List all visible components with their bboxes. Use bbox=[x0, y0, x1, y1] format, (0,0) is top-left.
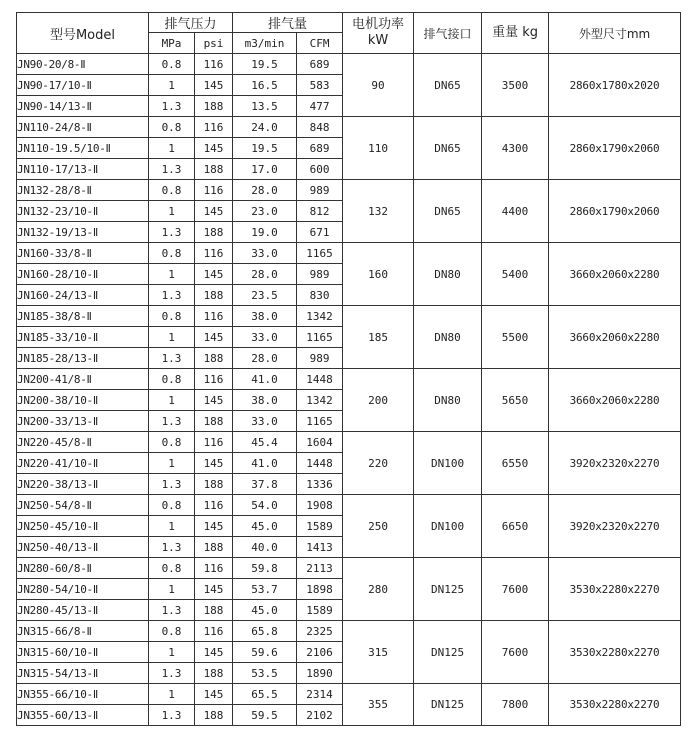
flow-m3-cell: 19.5 bbox=[233, 54, 297, 75]
flow-cfm-cell: 671 bbox=[297, 222, 343, 243]
flow-m3-cell: 23.5 bbox=[233, 285, 297, 306]
outlet-cell: DN100 bbox=[414, 432, 482, 495]
model-cell: JN185-38/8-Ⅱ bbox=[17, 306, 149, 327]
pressure-mpa-cell: 1.3 bbox=[149, 222, 195, 243]
model-cell: JN355-60/13-Ⅱ bbox=[17, 705, 149, 726]
pressure-psi-cell: 145 bbox=[195, 642, 233, 663]
pressure-mpa-cell: 1 bbox=[149, 516, 195, 537]
table-row bbox=[17, 306, 681, 327]
flow-m3-cell: 23.0 bbox=[233, 201, 297, 222]
header-power: 电机功率 kW bbox=[343, 13, 414, 54]
pressure-mpa-cell: 0.8 bbox=[149, 306, 195, 327]
table-row bbox=[17, 369, 681, 390]
flow-m3-cell: 19.0 bbox=[233, 222, 297, 243]
model-cell: JN185-33/10-Ⅱ bbox=[17, 327, 149, 348]
motor-power-cell: 185 bbox=[343, 306, 414, 369]
pressure-mpa-cell: 1 bbox=[149, 390, 195, 411]
flow-m3-cell: 65.5 bbox=[233, 684, 297, 705]
pressure-psi-cell: 145 bbox=[195, 201, 233, 222]
flow-cfm-cell: 1342 bbox=[297, 390, 343, 411]
motor-power-cell: 160 bbox=[343, 243, 414, 306]
flow-cfm-cell: 989 bbox=[297, 180, 343, 201]
dimensions-cell: 3660x2060x2280 bbox=[549, 243, 681, 306]
flow-m3-cell: 59.6 bbox=[233, 642, 297, 663]
pressure-psi-cell: 188 bbox=[195, 159, 233, 180]
dimensions-cell: 3660x2060x2280 bbox=[549, 306, 681, 369]
pressure-psi-cell: 188 bbox=[195, 474, 233, 495]
model-cell: JN200-38/10-Ⅱ bbox=[17, 390, 149, 411]
flow-m3-cell: 33.0 bbox=[233, 243, 297, 264]
flow-cfm-cell: 1898 bbox=[297, 579, 343, 600]
model-cell: JN280-54/10-Ⅱ bbox=[17, 579, 149, 600]
weight-cell: 4300 bbox=[482, 117, 549, 180]
pressure-psi-cell: 145 bbox=[195, 390, 233, 411]
model-cell: JN355-66/10-Ⅱ bbox=[17, 684, 149, 705]
dimensions-cell: 3530x2280x2270 bbox=[549, 621, 681, 684]
pressure-psi-cell: 116 bbox=[195, 54, 233, 75]
flow-cfm-cell: 1448 bbox=[297, 369, 343, 390]
outlet-cell: DN100 bbox=[414, 495, 482, 558]
model-cell: JN132-19/13-Ⅱ bbox=[17, 222, 149, 243]
pressure-mpa-cell: 1.3 bbox=[149, 96, 195, 117]
flow-m3-cell: 45.0 bbox=[233, 516, 297, 537]
model-cell: JN90-20/8-Ⅱ bbox=[17, 54, 149, 75]
outlet-cell: DN65 bbox=[414, 54, 482, 117]
weight-cell: 5650 bbox=[482, 369, 549, 432]
pressure-mpa-cell: 0.8 bbox=[149, 432, 195, 453]
flow-cfm-cell: 689 bbox=[297, 138, 343, 159]
header-outlet: 排气接口 bbox=[414, 13, 482, 54]
outlet-cell: DN65 bbox=[414, 180, 482, 243]
flow-cfm-cell: 583 bbox=[297, 75, 343, 96]
pressure-psi-cell: 116 bbox=[195, 621, 233, 642]
outlet-cell: DN80 bbox=[414, 369, 482, 432]
outlet-cell: DN125 bbox=[414, 621, 482, 684]
motor-power-cell: 355 bbox=[343, 684, 414, 726]
pressure-mpa-cell: 1 bbox=[149, 453, 195, 474]
model-cell: JN185-28/13-Ⅱ bbox=[17, 348, 149, 369]
header-unit-m3: m3/min bbox=[233, 33, 297, 54]
pressure-psi-cell: 188 bbox=[195, 285, 233, 306]
outlet-cell: DN65 bbox=[414, 117, 482, 180]
pressure-psi-cell: 188 bbox=[195, 663, 233, 684]
flow-m3-cell: 41.0 bbox=[233, 453, 297, 474]
flow-cfm-cell: 989 bbox=[297, 264, 343, 285]
header-unit-cfm: CFM bbox=[297, 33, 343, 54]
dimensions-cell: 2860x1790x2060 bbox=[549, 117, 681, 180]
pressure-mpa-cell: 1 bbox=[149, 201, 195, 222]
flow-cfm-cell: 2113 bbox=[297, 558, 343, 579]
flow-cfm-cell: 1908 bbox=[297, 495, 343, 516]
motor-power-cell: 110 bbox=[343, 117, 414, 180]
weight-cell: 6650 bbox=[482, 495, 549, 558]
dimensions-cell: 2860x1790x2060 bbox=[549, 180, 681, 243]
model-cell: JN250-54/8-Ⅱ bbox=[17, 495, 149, 516]
motor-power-cell: 200 bbox=[343, 369, 414, 432]
model-cell: JN200-33/13-Ⅱ bbox=[17, 411, 149, 432]
dimensions-cell: 3920x2320x2270 bbox=[549, 495, 681, 558]
pressure-mpa-cell: 1 bbox=[149, 579, 195, 600]
dimensions-cell: 2860x1780x2020 bbox=[549, 54, 681, 117]
pressure-mpa-cell: 0.8 bbox=[149, 117, 195, 138]
model-cell: JN160-33/8-Ⅱ bbox=[17, 243, 149, 264]
model-cell: JN160-24/13-Ⅱ bbox=[17, 285, 149, 306]
outlet-cell: DN125 bbox=[414, 558, 482, 621]
pressure-psi-cell: 188 bbox=[195, 411, 233, 432]
flow-cfm-cell: 477 bbox=[297, 96, 343, 117]
motor-power-cell: 250 bbox=[343, 495, 414, 558]
flow-m3-cell: 28.0 bbox=[233, 264, 297, 285]
weight-cell: 5500 bbox=[482, 306, 549, 369]
pressure-mpa-cell: 1 bbox=[149, 138, 195, 159]
flow-cfm-cell: 1165 bbox=[297, 327, 343, 348]
model-cell: JN90-17/10-Ⅱ bbox=[17, 75, 149, 96]
pressure-psi-cell: 188 bbox=[195, 537, 233, 558]
flow-cfm-cell: 1336 bbox=[297, 474, 343, 495]
model-cell: JN110-17/13-Ⅱ bbox=[17, 159, 149, 180]
pressure-mpa-cell: 1 bbox=[149, 327, 195, 348]
pressure-psi-cell: 188 bbox=[195, 348, 233, 369]
header-weight: 重量 kg bbox=[482, 13, 549, 54]
flow-m3-cell: 59.8 bbox=[233, 558, 297, 579]
weight-cell: 5400 bbox=[482, 243, 549, 306]
pressure-psi-cell: 145 bbox=[195, 684, 233, 705]
table-row bbox=[17, 558, 681, 579]
flow-cfm-cell: 2106 bbox=[297, 642, 343, 663]
weight-cell: 7800 bbox=[482, 684, 549, 726]
pressure-psi-cell: 116 bbox=[195, 243, 233, 264]
header-model: 型号Model bbox=[17, 13, 149, 54]
outlet-cell: DN80 bbox=[414, 243, 482, 306]
pressure-mpa-cell: 0.8 bbox=[149, 621, 195, 642]
pressure-psi-cell: 145 bbox=[195, 453, 233, 474]
flow-m3-cell: 45.0 bbox=[233, 600, 297, 621]
pressure-psi-cell: 116 bbox=[195, 558, 233, 579]
model-cell: JN315-66/8-Ⅱ bbox=[17, 621, 149, 642]
motor-power-cell: 315 bbox=[343, 621, 414, 684]
flow-cfm-cell: 2314 bbox=[297, 684, 343, 705]
flow-cfm-cell: 1589 bbox=[297, 516, 343, 537]
flow-cfm-cell: 1413 bbox=[297, 537, 343, 558]
flow-m3-cell: 28.0 bbox=[233, 348, 297, 369]
flow-m3-cell: 19.5 bbox=[233, 138, 297, 159]
flow-m3-cell: 33.0 bbox=[233, 411, 297, 432]
pressure-mpa-cell: 1.3 bbox=[149, 705, 195, 726]
flow-m3-cell: 65.8 bbox=[233, 621, 297, 642]
flow-cfm-cell: 689 bbox=[297, 54, 343, 75]
motor-power-cell: 280 bbox=[343, 558, 414, 621]
dimensions-cell: 3530x2280x2270 bbox=[549, 684, 681, 726]
motor-power-cell: 90 bbox=[343, 54, 414, 117]
flow-cfm-cell: 1890 bbox=[297, 663, 343, 684]
dimensions-cell: 3920x2320x2270 bbox=[549, 432, 681, 495]
model-cell: JN250-45/10-Ⅱ bbox=[17, 516, 149, 537]
dimensions-cell: 3530x2280x2270 bbox=[549, 558, 681, 621]
outlet-cell: DN125 bbox=[414, 684, 482, 726]
pressure-psi-cell: 145 bbox=[195, 138, 233, 159]
pressure-psi-cell: 116 bbox=[195, 495, 233, 516]
flow-m3-cell: 24.0 bbox=[233, 117, 297, 138]
pressure-mpa-cell: 0.8 bbox=[149, 495, 195, 516]
flow-m3-cell: 13.5 bbox=[233, 96, 297, 117]
table-row bbox=[17, 243, 681, 264]
flow-m3-cell: 38.0 bbox=[233, 306, 297, 327]
weight-cell: 6550 bbox=[482, 432, 549, 495]
model-cell: JN132-28/8-Ⅱ bbox=[17, 180, 149, 201]
header-unit-psi: psi bbox=[195, 33, 233, 54]
pressure-psi-cell: 116 bbox=[195, 180, 233, 201]
pressure-mpa-cell: 1.3 bbox=[149, 663, 195, 684]
weight-cell: 7600 bbox=[482, 558, 549, 621]
pressure-mpa-cell: 0.8 bbox=[149, 558, 195, 579]
model-cell: JN200-41/8-Ⅱ bbox=[17, 369, 149, 390]
pressure-mpa-cell: 1.3 bbox=[149, 537, 195, 558]
model-cell: JN250-40/13-Ⅱ bbox=[17, 537, 149, 558]
model-cell: JN110-19.5/10-Ⅱ bbox=[17, 138, 149, 159]
spec-table bbox=[16, 12, 681, 726]
pressure-psi-cell: 145 bbox=[195, 516, 233, 537]
pressure-mpa-cell: 1.3 bbox=[149, 600, 195, 621]
flow-cfm-cell: 1342 bbox=[297, 306, 343, 327]
flow-m3-cell: 59.5 bbox=[233, 705, 297, 726]
model-cell: JN220-41/10-Ⅱ bbox=[17, 453, 149, 474]
header-unit-mpa: MPa bbox=[149, 33, 195, 54]
model-cell: JN315-60/10-Ⅱ bbox=[17, 642, 149, 663]
flow-m3-cell: 54.0 bbox=[233, 495, 297, 516]
pressure-psi-cell: 188 bbox=[195, 222, 233, 243]
flow-m3-cell: 37.8 bbox=[233, 474, 297, 495]
pressure-mpa-cell: 1 bbox=[149, 75, 195, 96]
flow-cfm-cell: 2325 bbox=[297, 621, 343, 642]
pressure-mpa-cell: 0.8 bbox=[149, 369, 195, 390]
flow-cfm-cell: 1448 bbox=[297, 453, 343, 474]
pressure-mpa-cell: 1 bbox=[149, 264, 195, 285]
flow-m3-cell: 38.0 bbox=[233, 390, 297, 411]
weight-cell: 4400 bbox=[482, 180, 549, 243]
flow-cfm-cell: 1589 bbox=[297, 600, 343, 621]
header-size: 外型尺寸mm bbox=[549, 13, 681, 54]
weight-cell: 7600 bbox=[482, 621, 549, 684]
weight-cell: 3500 bbox=[482, 54, 549, 117]
motor-power-cell: 220 bbox=[343, 432, 414, 495]
model-cell: JN132-23/10-Ⅱ bbox=[17, 201, 149, 222]
pressure-psi-cell: 116 bbox=[195, 369, 233, 390]
table-row bbox=[17, 180, 681, 201]
pressure-psi-cell: 145 bbox=[195, 264, 233, 285]
dimensions-cell: 3660x2060x2280 bbox=[549, 369, 681, 432]
model-cell: JN220-45/8-Ⅱ bbox=[17, 432, 149, 453]
model-cell: JN220-38/13-Ⅱ bbox=[17, 474, 149, 495]
flow-m3-cell: 40.0 bbox=[233, 537, 297, 558]
pressure-mpa-cell: 1.3 bbox=[149, 285, 195, 306]
flow-m3-cell: 53.7 bbox=[233, 579, 297, 600]
flow-m3-cell: 53.5 bbox=[233, 663, 297, 684]
flow-cfm-cell: 989 bbox=[297, 348, 343, 369]
flow-cfm-cell: 2102 bbox=[297, 705, 343, 726]
flow-cfm-cell: 1165 bbox=[297, 243, 343, 264]
model-cell: JN160-28/10-Ⅱ bbox=[17, 264, 149, 285]
pressure-psi-cell: 188 bbox=[195, 705, 233, 726]
pressure-psi-cell: 145 bbox=[195, 579, 233, 600]
flow-cfm-cell: 848 bbox=[297, 117, 343, 138]
model-cell: JN110-24/8-Ⅱ bbox=[17, 117, 149, 138]
flow-cfm-cell: 812 bbox=[297, 201, 343, 222]
flow-m3-cell: 45.4 bbox=[233, 432, 297, 453]
table-row bbox=[17, 495, 681, 516]
flow-m3-cell: 28.0 bbox=[233, 180, 297, 201]
header-pressure: 排气压力 bbox=[149, 13, 233, 33]
pressure-psi-cell: 145 bbox=[195, 327, 233, 348]
pressure-mpa-cell: 0.8 bbox=[149, 243, 195, 264]
pressure-mpa-cell: 0.8 bbox=[149, 180, 195, 201]
table-row bbox=[17, 117, 681, 138]
pressure-mpa-cell: 1.3 bbox=[149, 348, 195, 369]
flow-m3-cell: 16.5 bbox=[233, 75, 297, 96]
pressure-mpa-cell: 1.3 bbox=[149, 411, 195, 432]
model-cell: JN280-45/13-Ⅱ bbox=[17, 600, 149, 621]
table-row bbox=[17, 54, 681, 75]
table-row bbox=[17, 432, 681, 453]
spec-table-body bbox=[17, 54, 681, 726]
flow-m3-cell: 41.0 bbox=[233, 369, 297, 390]
pressure-psi-cell: 116 bbox=[195, 306, 233, 327]
flow-cfm-cell: 600 bbox=[297, 159, 343, 180]
flow-m3-cell: 17.0 bbox=[233, 159, 297, 180]
outlet-cell: DN80 bbox=[414, 306, 482, 369]
pressure-mpa-cell: 1 bbox=[149, 642, 195, 663]
pressure-psi-cell: 188 bbox=[195, 600, 233, 621]
table-row bbox=[17, 621, 681, 642]
flow-cfm-cell: 1604 bbox=[297, 432, 343, 453]
pressure-psi-cell: 116 bbox=[195, 432, 233, 453]
model-cell: JN315-54/13-Ⅱ bbox=[17, 663, 149, 684]
pressure-psi-cell: 188 bbox=[195, 96, 233, 117]
pressure-psi-cell: 145 bbox=[195, 75, 233, 96]
flow-m3-cell: 33.0 bbox=[233, 327, 297, 348]
pressure-mpa-cell: 1.3 bbox=[149, 474, 195, 495]
pressure-mpa-cell: 1 bbox=[149, 684, 195, 705]
model-cell: JN280-60/8-Ⅱ bbox=[17, 558, 149, 579]
model-cell: JN90-14/13-Ⅱ bbox=[17, 96, 149, 117]
flow-cfm-cell: 830 bbox=[297, 285, 343, 306]
table-row bbox=[17, 684, 681, 705]
pressure-psi-cell: 116 bbox=[195, 117, 233, 138]
header-flow: 排气量 bbox=[233, 13, 343, 33]
pressure-mpa-cell: 0.8 bbox=[149, 54, 195, 75]
pressure-mpa-cell: 1.3 bbox=[149, 159, 195, 180]
flow-cfm-cell: 1165 bbox=[297, 411, 343, 432]
motor-power-cell: 132 bbox=[343, 180, 414, 243]
